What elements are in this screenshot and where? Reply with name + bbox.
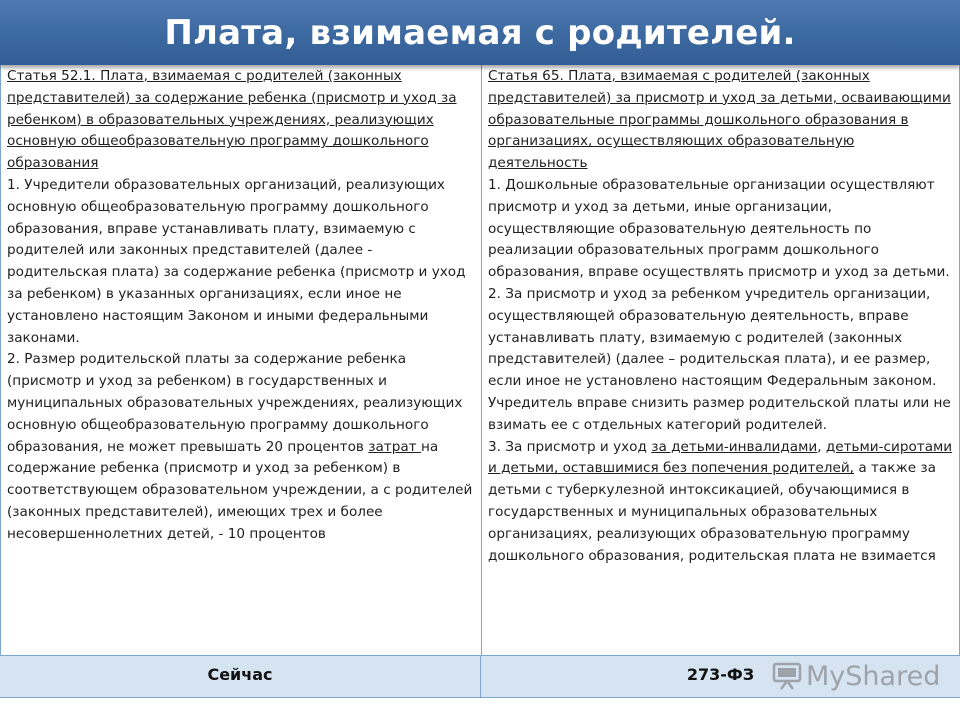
right-paragraph-3-text-a: 3. За присмотр и уход	[488, 438, 652, 455]
right-paragraph-1: 1. Дошкольные образовательные организации осуществляют присмотр и уход за детьми, иные организации, осуществляющие образовательную деятельность по реализации образовательных программ дошкольного образования, вправе осуществлять присмотр и уход за детьми.	[488, 176, 950, 281]
watermark	[772, 659, 940, 693]
right-paragraph-3-underlined-1: за детьми-инвалидами	[651, 438, 818, 455]
right-article-heading: Статья 65. Плата, взимаемая с родителей (законных представителей) за присмотр и уход за детьми, осваивающими образовательные программы дошкольного образования в организациях, осуществляющих образовательную деятельность	[488, 68, 951, 172]
right-paragraph-3	[488, 437, 955, 568]
watermark-text: MyShared	[806, 660, 941, 692]
left-paragraph-2-underlined: затрат	[368, 438, 421, 455]
left-paragraph-2	[7, 349, 475, 545]
footer-label-law: 273-ФЗ	[480, 656, 960, 697]
left-paragraph-1: 1. Учредители образовательных организаций, реализующих основную общеобразовательную программу дошкольного образования, вправе устанавливать плату, взимаемую с родителей или законных представителей (далее - родительская плата) за содержание ребенка (присмотр и уход за ребенком) в указанных организациях, если иное не установлено настоящим Законом и иными федеральными законами.	[7, 176, 466, 346]
projector-screen-icon	[772, 661, 802, 691]
left-paragraph-2-text-a: 2. Размер родительской платы за содержание ребенка (присмотр и уход за ребенком) в государственных и муниципальных образовательных учреждениях, реализующих основную общеобразовательную программу дошкольного образования, не может превышать 20 процентов	[7, 351, 463, 455]
left-column-old-law	[1, 65, 481, 655]
left-paragraph-2-text-b: на содержание ребенка (присмотр и уход за ребенком) в соответствующем образовательном учреждении, а с родителей (законных представителей), имеющих трех и более несовершеннолетних детей, - 10 процентов	[7, 438, 473, 542]
comparison-table	[0, 65, 960, 655]
left-article-heading: Статья 52.1. Плата, взимаемая с родителей (законных представителей) за содержание ребенка (присмотр и уход за ребенком) в образовательных учреждениях, реализующих основную общеобразовательную программу дошкольного образования	[7, 68, 457, 172]
right-paragraph-3-comma: ,	[817, 438, 826, 455]
footer-label-now: Сейчас	[207, 665, 273, 684]
right-paragraph-3-text-b: а также за детьми с туберкулезной интоксикацией, обучающимися в государственных и муниципальных образовательных организациях, реализующих образовательную программу дошкольного образования, родительская плата не взимается	[488, 460, 936, 564]
slide-title: Плата, взимаемая с родителей.	[164, 13, 796, 53]
bottom-margin	[0, 698, 960, 720]
right-paragraph-3-underlined-2: детьми-сиротами и детьми, оставшимися без попечения родителей,	[488, 438, 953, 477]
right-paragraph-2: 2. За присмотр и уход за ребенком учредитель организации, осуществляющей образовательную деятельность, вправе устанавливать плату, взимаемую с родителей (законных представителей) (далее – родительская плата), и ее размер, если иное не установлено настоящим Федеральным законом. Учредитель вправе снизить размер родительской платы или не взимать ее с отдельных категорий родителей.	[488, 285, 951, 433]
right-column-new-law	[481, 65, 960, 655]
slide-title-bar	[0, 0, 960, 65]
